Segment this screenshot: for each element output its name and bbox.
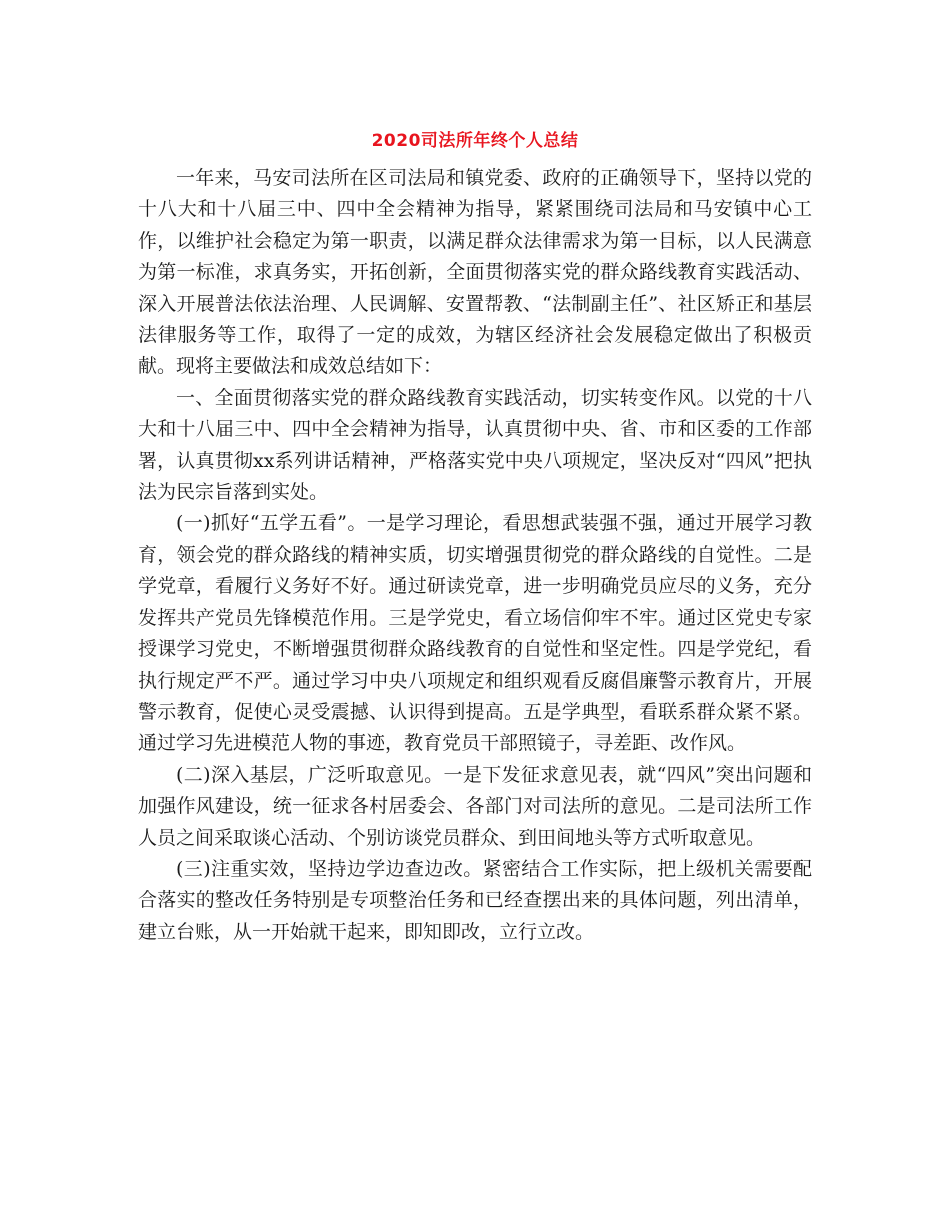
paragraph-subsection-3: (三)注重实效，坚持边学边查边改。紧密结合工作实际，把上级机关需要配合落实的整改任务特别是专项整治任务和已经查摆出来的具体问题，列出清单，建立台账，从一开始就干起来，即知即改，立行立改。 — [138, 857, 812, 943]
paragraph-subsection-1: (一)抓好“五学五看”。一是学习理论，看思想武装强不强，通过开展学习教育，领会党的群众路线的精神实质，切实增强贯彻党的群众路线的自觉性。二是学党章，看履行义务好不好。通过研读党章，进一步明确党员应尽的义务，充分发挥共产党员先锋模范作用。三是学党史，看立场信仰牢不牢。通过区党史专家授课学习党史，不断增强贯彻群众路线教育的自觉性和坚定性。四是学党纪，看执行规定严不严。通过学习中央八项规定和组织观看反腐倡廉警示教育片，开展警示教育，促使心灵受震撼、认识得到提高。五是学典型，看联系群众紧不紧。通过学习先进模范人物的事迹，教育党员干部照镜子，寻差距、改作风。 — [138, 512, 812, 755]
paragraph-intro: 一年来，马安司法所在区司法局和镇党委、政府的正确领导下，坚持以党的十八大和十八届三中、四中全会精神为指导，紧紧围绕司法局和马安镇中心工作，以维护社会稳定为第一职责，以满足群众法律需求为第一目标，以人民满意为第一标准，求真务实，开拓创新，全面贯彻落实党的群众路线教育实践活动、深入开展普法依法治理、人民调解、安置帮教、“法制副主任”、社区矫正和基层法律服务等工作，取得了一定的成效，为辖区经济社会发展稳定做出了积极贡献。现将主要做法和成效总结如下： — [138, 167, 812, 378]
paragraph-subsection-2: (二)深入基层，广泛听取意见。一是下发征求意见表，就“四风”突出问题和加强作风建设，统一征求各村居委会、各部门对司法所的意见。二是司法所工作人员之间采取谈心活动、个别访谈党员群众、到田间地头等方式听取意见。 — [138, 763, 812, 849]
document-body — [138, 163, 812, 948]
paragraph-section-1: 一、全面贯彻落实党的群众路线教育实践活动，切实转变作风。以党的十八大和十八届三中、四中全会精神为指导，认真贯彻中央、省、市和区委的工作部署，认真贯彻xx系列讲话精神，严格落实党中央八项规定，坚决反对“四风”把执法为民宗旨落到实处。 — [138, 386, 812, 504]
document-title: 2020司法所年终个人总结 — [371, 131, 579, 151]
